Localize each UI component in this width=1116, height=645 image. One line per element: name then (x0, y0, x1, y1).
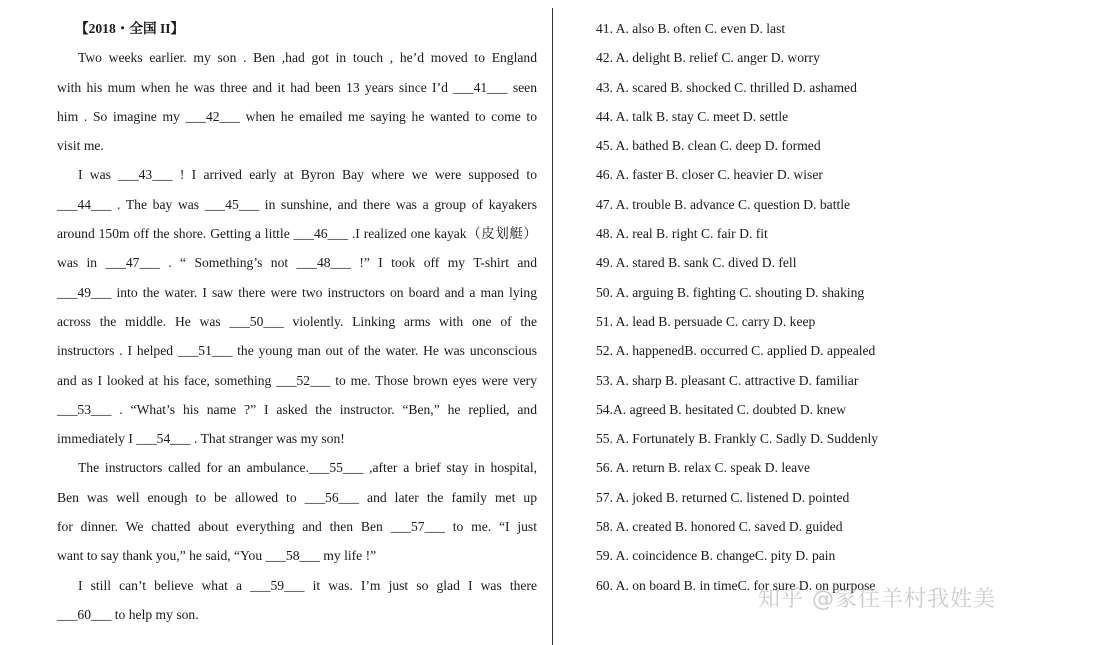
option-row: 60. A. on board B. in timeC. for sure D. on purpose (596, 577, 876, 593)
passage-line: him . So imagine my ___42___ when he emailed me saying he wanted to come to (57, 108, 537, 124)
passage-line: ___49___ into the water. I saw there were two instructors on board and a man lying (57, 284, 537, 300)
option-row: 56. A. return B. relax C. speak D. leave (596, 460, 811, 476)
passage-line: ___60___ to help my son. (57, 606, 199, 622)
option-row: 45. A. bathed B. clean C. deep D. formed (596, 138, 821, 154)
option-row: 48. A. real B. right C. fair D. fit (596, 226, 768, 242)
passage-body (57, 43, 537, 629)
passage-line: visit me. (57, 138, 104, 154)
option-row: 54.A. agreed B. hesitated C. doubted D. knew (596, 401, 846, 417)
option-row: 47. A. trouble B. advance C. question D. battle (596, 196, 851, 212)
passage-column (57, 14, 537, 629)
option-row: 51. A. lead B. persuade C. carry D. keep (596, 313, 816, 329)
option-row: 58. A. created B. honored C. saved D. guided (596, 519, 843, 535)
passage-line: immediately I ___54___ . That stranger was my son! (57, 431, 345, 447)
passage-line: want to say thank you,” he said, “You ___58___ my life !” (57, 548, 377, 564)
option-row: 53. A. sharp B. pleasant C. attractive D. familiar (596, 372, 859, 388)
option-row: 42. A. delight B. relief C. anger D. worry (596, 50, 820, 66)
option-row: 50. A. arguing B. fighting C. shouting D. shaking (596, 284, 865, 300)
watermark: 知乎 @家住羊村我姓美 (758, 587, 996, 612)
option-row: 43. A. scared B. shocked C. thrilled D. ashamed (596, 79, 857, 95)
passage-line: around 150m off the shore. Getting a little ___46___ .I realized one kayak（皮划艇） (57, 226, 537, 242)
passage-line: for dinner. We chatted about everything and then Ben ___57___ to me. “I just (57, 519, 537, 535)
option-row: 46. A. faster B. closer C. heavier D. wiser (596, 167, 823, 183)
passage-line: across the middle. He was ___50___ violently. Linking arms with one of the (57, 313, 537, 329)
page-heading: 【2018・全国 II】 (75, 21, 185, 36)
passage-line: I still can’t believe what a ___59___ it was. I’m just so glad I was there (78, 577, 537, 593)
option-row: 49. A. stared B. sank C. dived D. fell (596, 255, 797, 271)
passage-line: ___53___ . “What’s his name ?” I asked the instructor. “Ben,” he replied, and (57, 401, 537, 417)
passage-line: instructors . I helped ___51___ the young man out of the water. He was unconscious (57, 343, 537, 359)
passage-line: I was ___43___ ! I arrived early at Byron Bay where we were supposed to (78, 167, 537, 183)
option-row: 44. A. talk B. stay C. meet D. settle (596, 108, 789, 124)
option-row: 52. A. happenedB. occurred C. applied D. appealed (596, 343, 876, 359)
passage-line: Two weeks earlier. my son . Ben ,had got in touch , he’d moved to England (78, 50, 537, 66)
option-row: 59. A. coincidence B. changeC. pity D. pain (596, 548, 836, 564)
passage-line: The instructors called for an ambulance.___55___ ,after a brief stay in hospital, (78, 460, 537, 476)
passage-line: Ben was well enough to be allowed to ___56___ and later the family met up (57, 489, 537, 505)
passage-line: ___44___ . The bay was ___45___ in sunshine, and there was a group of kayakers (57, 196, 537, 212)
options-column (596, 14, 1096, 600)
option-row: 55. A. Fortunately B. Frankly C. Sadly D. Suddenly (596, 431, 879, 447)
option-row: 41. A. also B. often C. even D. last (596, 21, 786, 36)
passage-line: and as I looked at his face, something ___52___ to me. Those brown eyes were very (57, 372, 537, 388)
passage-line: was in ___47___ . “ Something’s not ___48___ !” I took off my T-shirt and (57, 255, 537, 271)
column-divider (552, 8, 553, 645)
option-row: 57. A. joked B. returned C. listened D. pointed (596, 489, 850, 505)
passage-line: with his mum when he was three and it had been 13 years since I’d ___41___ seen (57, 79, 537, 95)
